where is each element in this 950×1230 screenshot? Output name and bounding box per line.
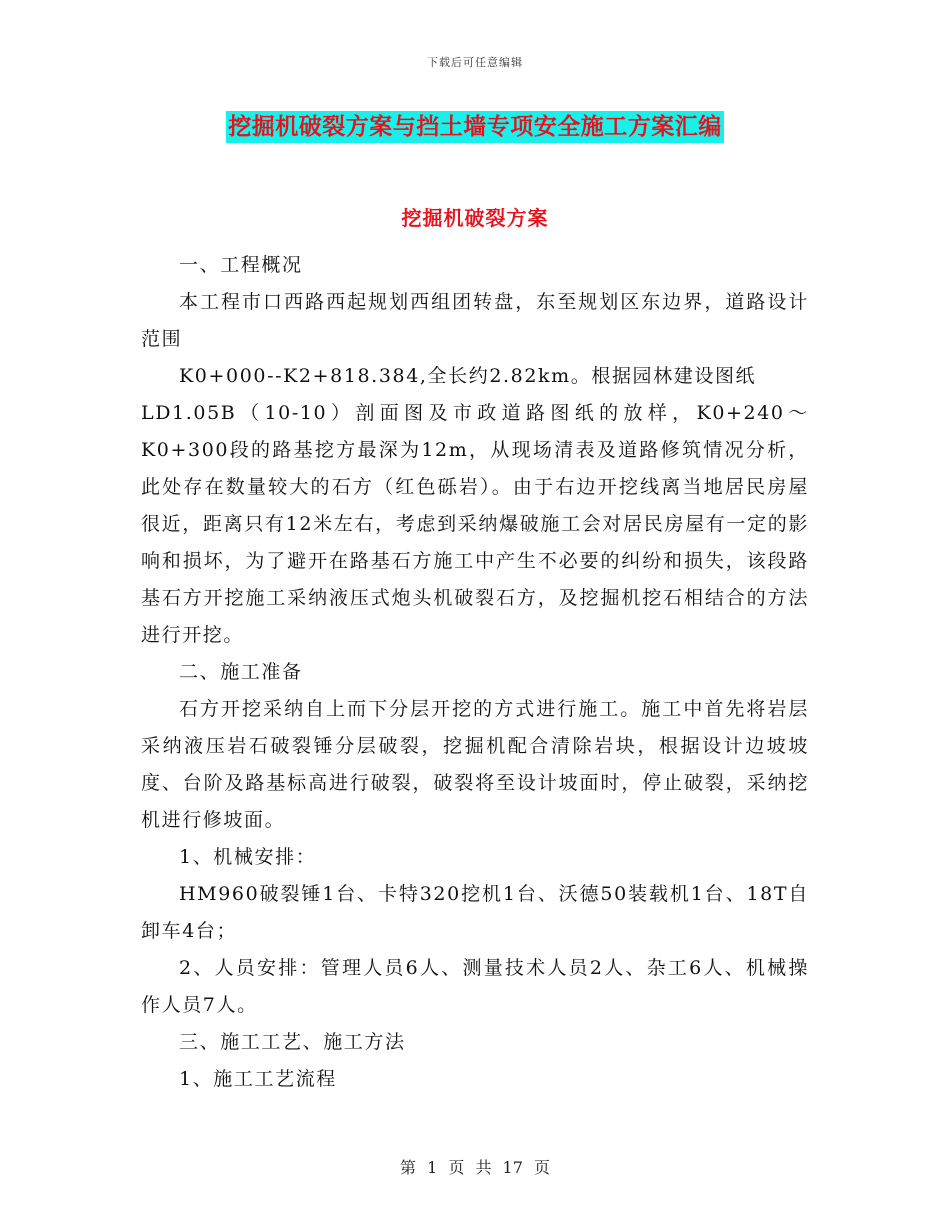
heading-process-flow: 1、施工工艺流程: [179, 1068, 337, 1090]
main-title-container: [0, 111, 950, 143]
paragraph-personnel: 2、人员安排：管理人员6人、测量技术人员2人、杂工6人、机械操作人员7人。: [141, 957, 809, 1016]
document-body: [141, 247, 809, 1098]
header-note: 下载后可任意编辑: [427, 56, 523, 69]
heading-machinery: 1、机械安排：: [179, 846, 317, 868]
main-title: 挖掘机破裂方案与挡土墙专项安全施工方案汇编: [226, 111, 724, 143]
page-number: 第 1 页 共 17 页: [400, 1158, 550, 1177]
paragraph-chainage: K0+000--K2+818.384,全长约2.82km。根据园林建设图纸: [179, 365, 757, 387]
heading-process-method: 三、施工工艺、施工方法: [179, 1031, 406, 1053]
heading-project-overview: 一、工程概况: [179, 254, 303, 276]
paragraph-machinery-list: HM960破裂锤1台、卡特320挖机1台、沃德50装载机1台、18T自卸车4台；: [141, 883, 809, 942]
paragraph-excavation-method: 石方开挖采纳自上而下分层开挖的方式进行施工。施工中首先将岩层采纳液压岩石破裂锤分层破裂，挖掘机配合清除岩块，根据设计边坡坡度、台阶及路基标高进行破裂，破裂将至设计坡面时，停止破裂，采纳挖机进行修坡面。: [141, 698, 809, 831]
section-title: 挖掘机破裂方案: [401, 206, 549, 230]
paragraph-site-analysis: LD1.05B（10-10）剖面图及市政道路图纸的放样，K0+240～K0+300段的路基挖方最深为12m，从现场清表及道路修筑情况分析，此处存在数量较大的石方（红色砾岩）。由于右边开挖线离当地居民房屋很近，距离只有12米左右，考虑到采纳爆破施工会对居民房屋有一定的影响和损坏，为了避开在路基石方施工中产生不必要的纠纷和损失，该段路基石方开挖施工采纳液压式炮头机破裂石方，及挖掘机挖石相结合的方法进行开挖。: [141, 402, 809, 646]
heading-construction-prep: 二、施工准备: [179, 661, 303, 683]
paragraph-project-scope: 本工程巿口西路西起规划西组团转盘，东至规划区东边界，道路设计范围: [141, 291, 809, 350]
